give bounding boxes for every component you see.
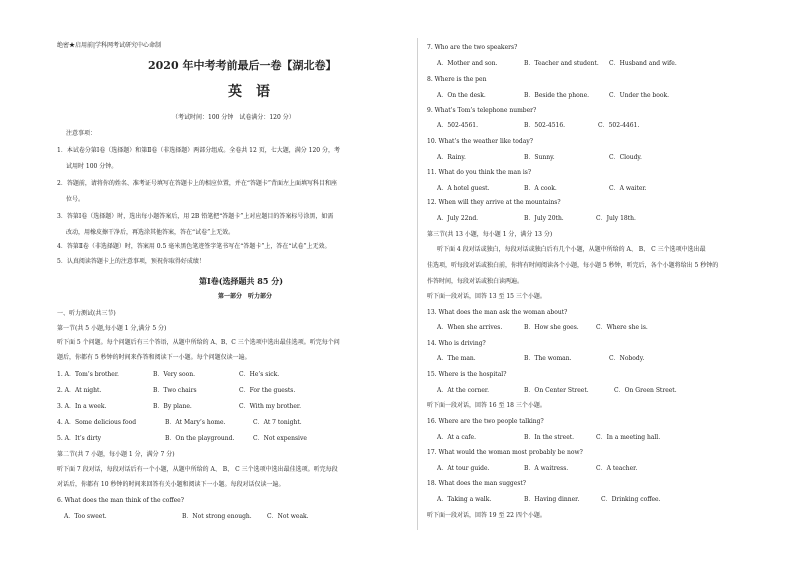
note-line: 改动，用橡皮擦干净后，再选涂其他答案，答在“试卷”上无效。 (66, 229, 235, 236)
option-a: A．On the desk. (437, 92, 486, 99)
option-c: C．Drinking coffee. (601, 496, 661, 503)
option-c: C．A waiter. (609, 185, 647, 192)
option-a: A．The man. (437, 355, 476, 362)
option-b: B．A waitress. (524, 465, 569, 472)
section3-title: 第三节(共 13 小题，每小题 1 分，满分 13 分) (427, 231, 553, 238)
option-b: B．Very soon. (153, 371, 195, 378)
option-b: B．502-4516. (524, 122, 566, 129)
note-line: 2．答题前，请将你的姓名、准考证号填写在答题卡上的相应位置，并在“答题卡”背面左上面填写科目和座 (57, 180, 337, 187)
option-c: C．For the guests. (239, 387, 296, 394)
question-stem: 16. Where are the two people talking? (427, 418, 544, 425)
note-line: 4．答第Ⅱ卷（非选择题）时，答案用 0.5 毫米黑色笔迹签字笔书写在“答题卡”上，答在“试卷”上无效。 (57, 243, 331, 250)
option-b: B．Teacher and student. (524, 60, 599, 67)
option-c: C．In a meeting hall. (596, 434, 661, 441)
option-b: B．On the playground. (165, 435, 235, 442)
option-a: 5. A．It’s dirty (57, 435, 102, 442)
question-stem: 8. Where is the pen (427, 76, 487, 83)
option-a: 3. A．In a week. (57, 403, 107, 410)
option-a: A．502-4561. (437, 122, 478, 129)
option-c: C．Cloudy. (609, 154, 642, 161)
part1-title: 第Ⅰ卷(选择题共 85 分) (199, 276, 284, 286)
option-c: C．Husband and wife. (609, 60, 677, 67)
note-line: 1．本试卷分第Ⅰ卷（选择题）和第Ⅱ卷（非选择题）两部分组成。全卷共 12 页，七大题，满分 120 分，考 (57, 147, 340, 154)
listen-instruction: 听下面一段对话，回答 16 至 18 三个小题。 (427, 402, 546, 409)
question-stem: 12. When will they arrive at the mountains? (427, 199, 561, 206)
option-b: B．Sunny. (524, 154, 555, 161)
option-a: 4. A．Some delicious food (57, 419, 137, 426)
question-stem: 6. What does the man think of the coffee? (57, 497, 184, 504)
option-b: B．How she goes. (524, 324, 579, 331)
option-b: B．A cook. (524, 185, 557, 192)
question-stem: 7. Who are the two speakers? (427, 44, 518, 51)
question-stem: 18. What does the man suggest? (427, 480, 527, 487)
question-stem: 14. Who is driving? (427, 340, 486, 347)
option-c: C．A teacher. (596, 465, 638, 472)
exam-info: （考试时间：100 分钟 试卷满分：120 分） (172, 114, 295, 121)
option-c: C．With my brother. (239, 403, 302, 410)
question-stem: 11. What do you think the man is? (427, 169, 532, 176)
option-a: A．Too sweet. (64, 513, 107, 520)
note-line: 5．认真阅读答题卡上的注意事项，预祝你取得好成绩！ (57, 258, 205, 265)
option-b: B．On Center Street. (524, 387, 589, 394)
part1-subtitle: 第一部分 听力部分 (218, 293, 273, 300)
section1-title: 第一节(共 5 小题,每小题 1 分,满分 5 分) (57, 325, 167, 332)
option-b: B．Beside the phone. (524, 92, 590, 99)
option-a: A．At tour guide. (437, 465, 490, 472)
column-divider (417, 38, 418, 530)
option-b: B．July 20th. (524, 215, 564, 222)
option-a: A．At the corner. (437, 387, 489, 394)
option-a: 2. A．At night. (57, 387, 102, 394)
listen-instruction: 听下面一段对话，回答 13 至 15 三个小题。 (427, 293, 546, 300)
option-b: B．By plane. (153, 403, 192, 410)
option-a: A．July 22nd. (437, 215, 479, 222)
option-c: C．Under the book. (609, 92, 670, 99)
option-b: B．Having dinner. (524, 496, 580, 503)
option-c: C．Not expensive (253, 435, 307, 442)
option-a: A．When she arrives. (437, 324, 503, 331)
secret-label: 绝密★启用前|学科网考试研究中心命制 (57, 42, 162, 49)
option-c: C．Not weak. (267, 513, 309, 520)
option-c: C．On Green Street. (614, 387, 677, 394)
option-c: C．502-4461. (598, 122, 640, 129)
question-stem: 10. What’s the weather like today? (427, 138, 533, 145)
section3-desc: 作答时间，每段对话或独白读两遍。 (427, 278, 524, 285)
option-b: B．Two chairs (153, 387, 197, 394)
option-a: 1. A．Tom’s brother. (57, 371, 119, 378)
exam-title: 2020 年中考考前最后一卷【湖北卷】 (148, 59, 337, 72)
question-stem: 17. What would the woman most probably be now? (427, 449, 583, 456)
note-line: 试用时 100 分钟。 (66, 163, 118, 170)
option-c: C．Where she is. (596, 324, 648, 331)
option-c: C．He’s sick. (239, 371, 280, 378)
section1-desc: 听下面 5 个问题。每个问题后有三个答语，从题中所给的 A、B、C 三个选项中选出最佳选项。听完每个问 (57, 339, 340, 346)
option-b: B．At Mary’s home. (165, 419, 226, 426)
notes-intro: 注意事项： (66, 130, 97, 137)
option-b: B．The woman. (524, 355, 572, 362)
option-a: A．A hotel guest. (437, 185, 490, 192)
option-a: A．Taking a walk. (437, 496, 492, 503)
option-a: A．At a cafe. (437, 434, 476, 441)
subject-title: 英 语 (228, 84, 270, 100)
option-c: C．At 7 tonight. (253, 419, 302, 426)
question-stem: 13. What does the man ask the woman about? (427, 309, 568, 316)
option-c: C．Nobody. (609, 355, 645, 362)
section1-desc: 题后，你都有 5 秒钟的时间来作答和阅读下一小题。每个问题仅读一遍。 (57, 354, 251, 361)
option-a: A．Mother and son. (437, 60, 498, 67)
question-stem: 9. What’s Tom’s telephone number? (427, 107, 537, 114)
section2-desc: 听下面 7 段对话，每段对话后有一个小题，从题中所给的 A、 B、 C 三个选项中选出最佳选项。听完每段 (57, 466, 338, 473)
option-b: B．In the street. (524, 434, 575, 441)
section2-title: 第二节(共 7 小题，每小题 1 分，满分 7 分) (57, 451, 175, 458)
note-line: 位号。 (66, 196, 85, 203)
option-b: B．Not strong enough. (182, 513, 252, 520)
option-c: C．July 18th. (596, 215, 636, 222)
section3-desc: 听下面 4 段对话或独白，每段对话或独白后有几个小题，从题中所给的 A、 B、 C 三个选项中选出最 (437, 246, 706, 253)
listen-instruction: 听下面一段对话，回答 19 至 22 四个小题。 (427, 512, 546, 519)
section3-desc: 佳选项，听每段对话或独白前，你将有时间阅读各个小题，每小题 5 秒钟，听完后，各个小题将给出 5 秒钟的 (427, 262, 719, 269)
note-line: 3．答第Ⅰ卷（选择题）时，选出每小题答案后，用 2B 铅笔把“答题卡”上对应题目的答案标号涂黑，如需 (57, 213, 334, 220)
section2-desc: 对话后，你都有 10 秒钟的时间来回答有关小题和阅读下一小题。每段对话仅读一遍。 (57, 481, 285, 488)
section-heading: 一、听力测试(共三节) (57, 310, 116, 317)
question-stem: 15. Where is the hospital? (427, 371, 507, 378)
option-a: A．Rainy. (437, 154, 466, 161)
